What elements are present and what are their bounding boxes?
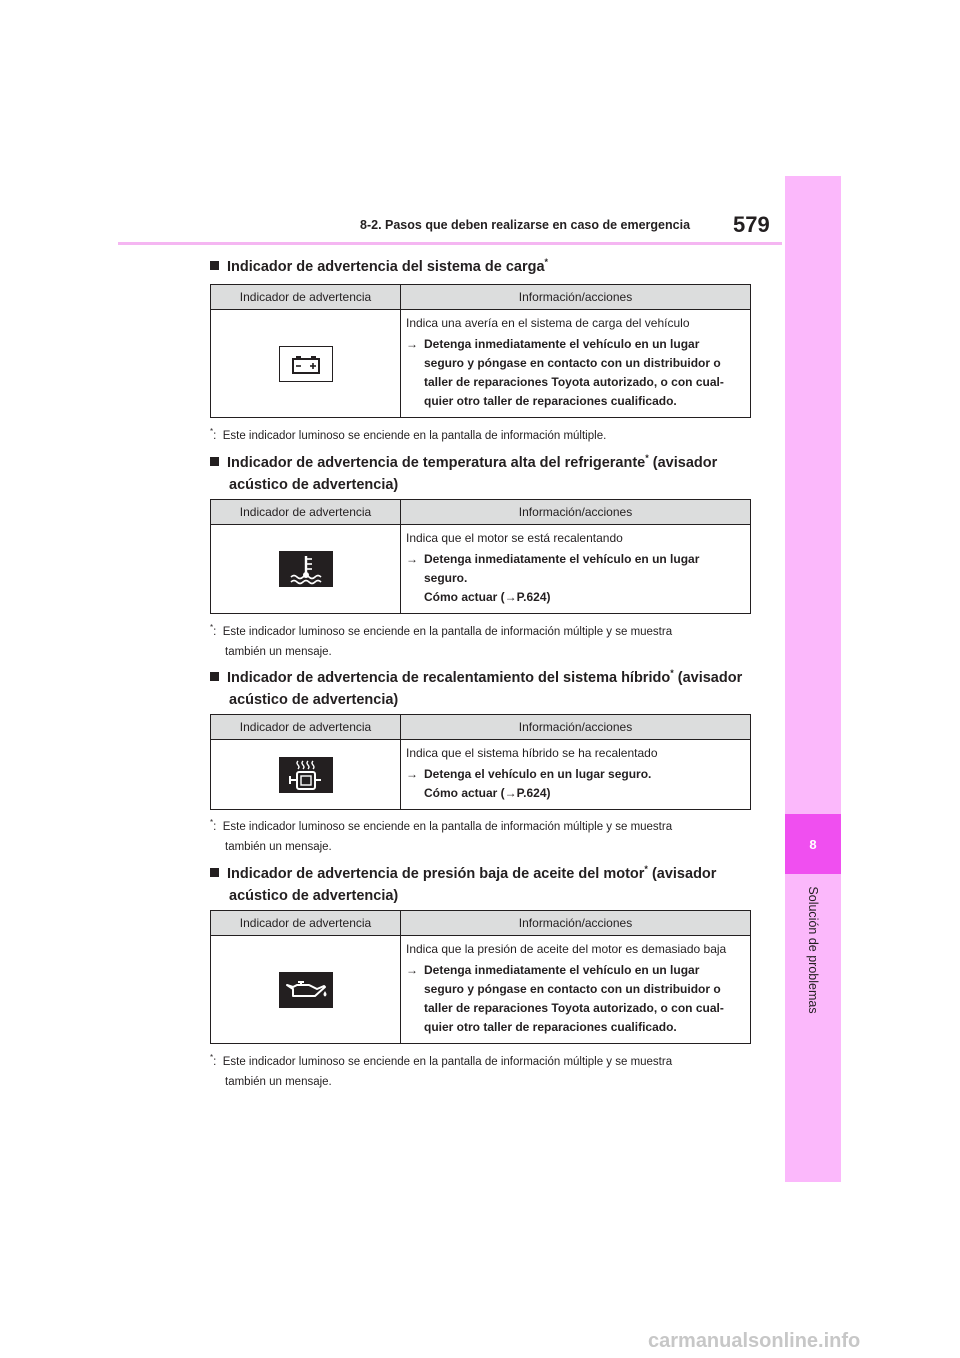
square-bullet-icon — [210, 672, 219, 681]
info-description: Indica que la presión de aceite del motor es demasiado baja — [406, 942, 727, 956]
coolant-temperature-icon — [279, 551, 333, 587]
chapter-label: Solución de problemas — [806, 886, 820, 1014]
warning-table-charging — [210, 284, 751, 418]
warning-table-hybrid-overheat — [210, 714, 751, 810]
section-title-hybrid-overheat: Indicador de advertencia de recalentamiento del sistema híbrido* (avisador acústico de advertencia) — [210, 667, 755, 711]
info-action: → Detenga inmediatamente el vehículo en un lugar seguro. Cómo actuar (→P.624) — [406, 550, 747, 607]
section-title-coolant: Indicador de advertencia de temperatura alta del refrigerante* (avisador acústico de advertencia) — [210, 452, 755, 496]
hybrid-overheat-icon — [279, 757, 333, 793]
battery-warning-icon — [279, 346, 333, 382]
arrow-right-icon: → — [406, 337, 418, 351]
section-title-charging: Indicador de advertencia del sistema de carga* — [210, 256, 755, 278]
footnote: *: Este indicador luminoso se enciende en la pantalla de información múltiple. — [210, 427, 607, 442]
column-header-indicator: Indicador de advertencia — [211, 715, 401, 740]
info-action: → Detenga el vehículo en un lugar seguro. Cómo actuar (→P.624) — [406, 765, 747, 803]
info-action: → Detenga inmediatamente el vehículo en un lugar seguro y póngase en contacto con un distribuidor o taller de reparaciones Toyota autorizado, o con cual- quier otro taller de reparaciones cualificado. — [406, 337, 724, 408]
column-header-info: Información/acciones — [401, 500, 751, 525]
square-bullet-icon — [210, 457, 219, 466]
oil-pressure-icon — [279, 972, 333, 1008]
arrow-right-icon: → — [406, 963, 418, 977]
arrow-right-icon: → — [406, 767, 418, 781]
column-header-indicator: Indicador de advertencia — [211, 285, 401, 310]
footnote: *: Este indicador luminoso se enciende en la pantalla de información múltiple y se muestra también un mensaje. — [210, 623, 673, 658]
square-bullet-icon — [210, 868, 219, 877]
square-bullet-icon — [210, 261, 219, 270]
footnote: *: Este indicador luminoso se enciende en la pantalla de información múltiple y se muestra también un mensaje. — [210, 1053, 673, 1088]
column-header-info: Información/acciones — [401, 715, 751, 740]
running-header: 8-2. Pasos que deben realizarse en caso de emergencia — [360, 218, 691, 232]
info-description: Indica que el sistema híbrido se ha recalentado — [406, 746, 658, 760]
chapter-number-tab[interactable] — [785, 814, 841, 874]
column-header-info: Información/acciones — [401, 285, 751, 310]
header-rule — [118, 242, 782, 245]
info-description: Indica que el motor se está recalentando — [406, 531, 623, 545]
info-description: Indica una avería en el sistema de carga del vehículo — [406, 316, 690, 330]
column-header-indicator: Indicador de advertencia — [211, 911, 401, 936]
info-action: → Detenga inmediatamente el vehículo en un lugar seguro y póngase en contacto con un distribuidor o taller de reparaciones Toyota autorizado, o con cual- quier otro taller de reparaciones cualificado. — [406, 963, 724, 1034]
footnote: *: Este indicador luminoso se enciende en la pantalla de información múltiple y se muestra también un mensaje. — [210, 818, 673, 853]
watermark: carmanualsonline.info — [648, 1330, 861, 1352]
column-header-info: Información/acciones — [401, 911, 751, 936]
column-header-indicator: Indicador de advertencia — [211, 500, 401, 525]
chapter-side-tab — [785, 176, 841, 1182]
warning-table-coolant — [210, 499, 751, 614]
arrow-right-icon: → — [406, 552, 418, 566]
page-reference[interactable]: Cómo actuar (→P.624) — [424, 590, 551, 604]
chapter-number: 8 — [809, 836, 817, 852]
page-reference[interactable]: Cómo actuar (→P.624) — [424, 786, 551, 800]
warning-table-oil-pressure — [210, 910, 751, 1044]
section-title-oil-pressure: Indicador de advertencia de presión baja de aceite del motor* (avisador acústico de advertencia) — [210, 863, 755, 907]
page-number: 579 — [733, 212, 770, 237]
